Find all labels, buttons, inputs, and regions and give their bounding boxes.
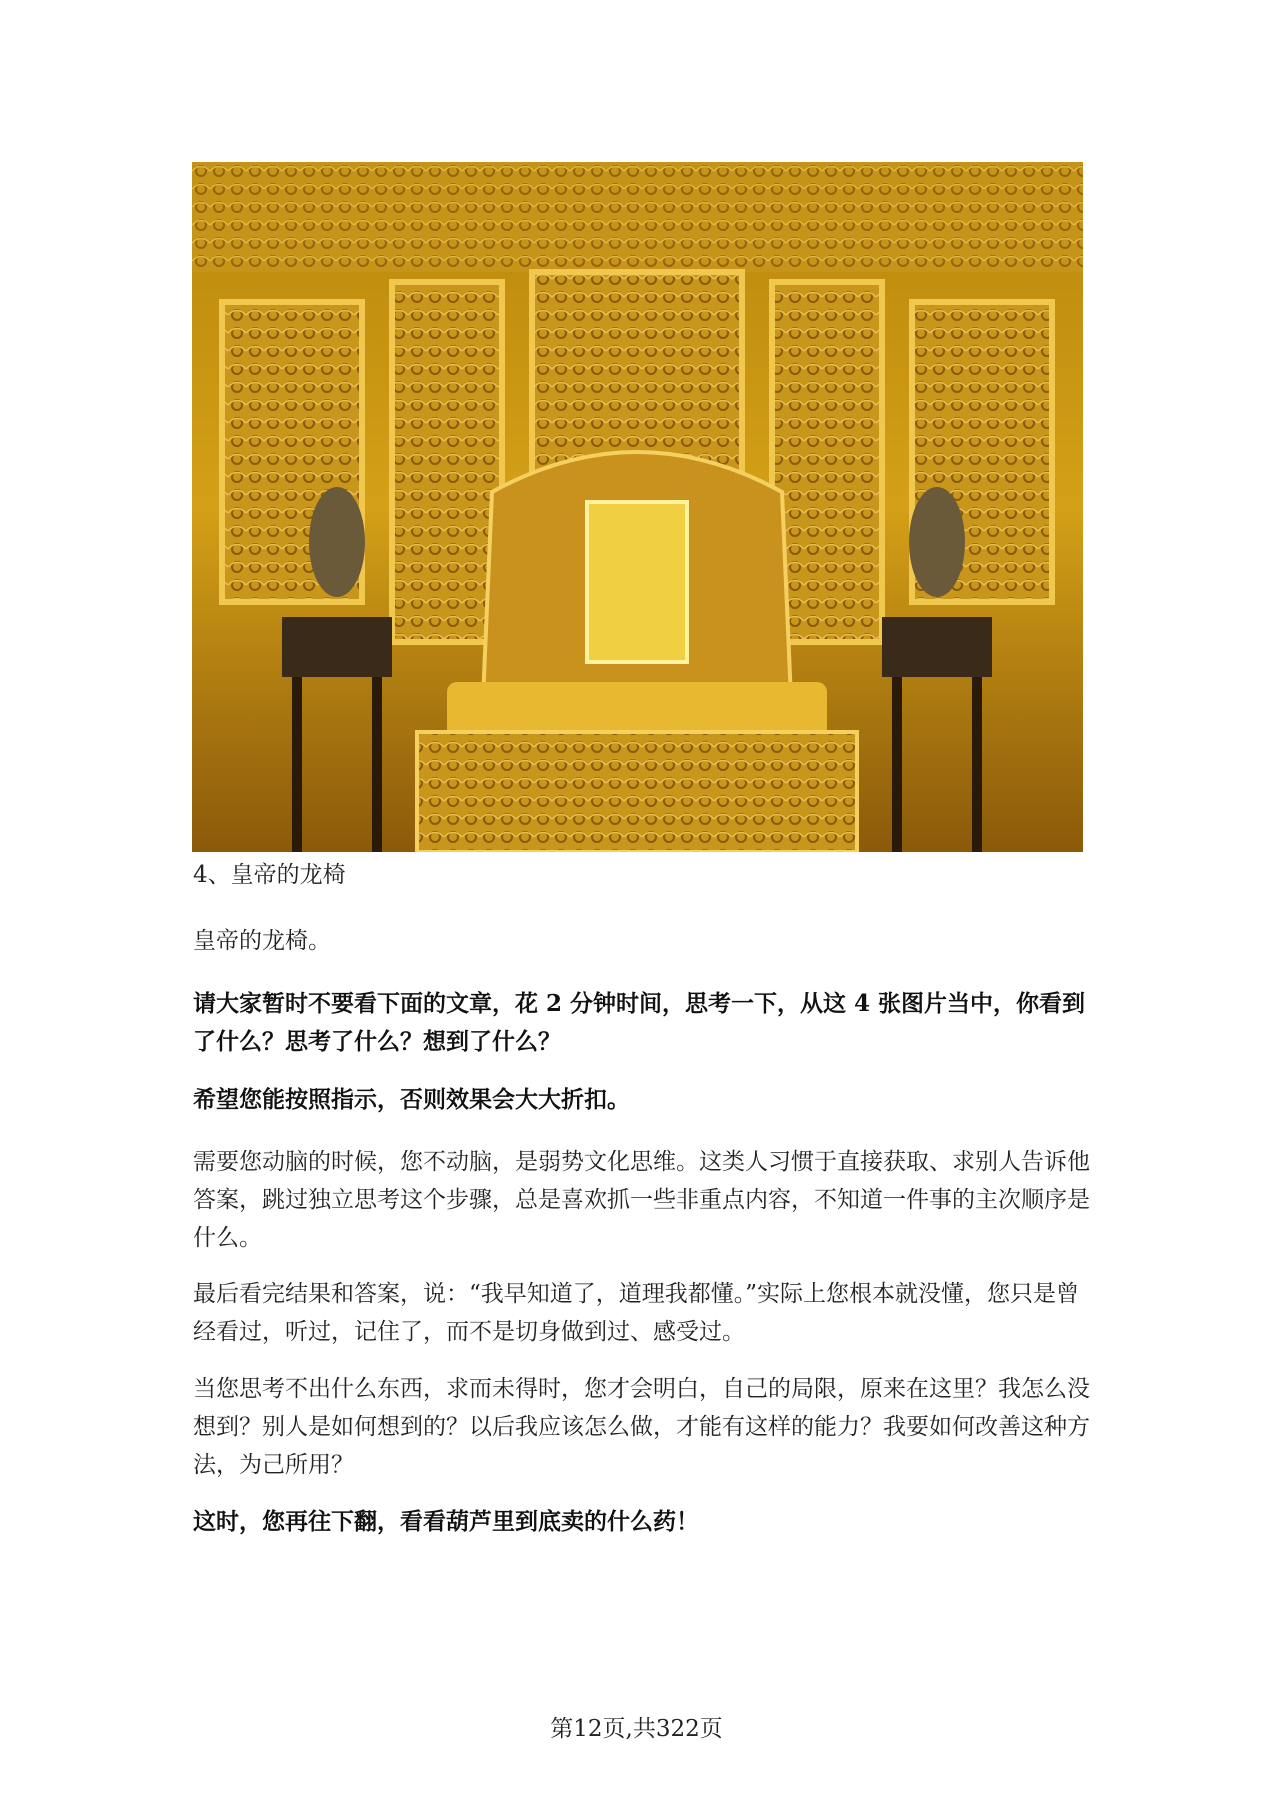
paragraph-weak-culture: 需要您动脑的时候，您不动脑，是弱势文化思维。这类人习惯于直接获取、求别人告诉他答案，跳过独立思考这个步骤，总是喜欢抓一些非重点内容，不知道一件事的主次顺序是什么。 bbox=[193, 1149, 1090, 1251]
paragraph-understanding: 最后看完结果和答案，说：“我早知道了，道理我都懂。”实际上您根本就没懂，您只是曾经看过，听过，记住了，而不是切身做到过、感受过。 bbox=[193, 1281, 1080, 1345]
photo-caption: 4、皇帝的龙椅 bbox=[193, 862, 346, 888]
paragraph-next: 这时，您再往下翻，看看葫芦里到底卖的什么药！ bbox=[193, 1508, 699, 1535]
paragraph-instruction: 请大家暂时不要看下面的文章，花 2 分钟时间，思考一下，从这 4 张图片当中，你看到了什么？思考了什么？想到了什么？ bbox=[193, 990, 1086, 1055]
paragraph-hint: 希望您能按照指示，否则效果会大大折扣。 bbox=[193, 1086, 630, 1113]
paragraph-intro: 皇帝的龙椅。 bbox=[193, 928, 331, 954]
dragon-throne-photo bbox=[192, 162, 1083, 852]
paragraph-limitation: 当您思考不出什么东西，求而未得时，您才会明白，自己的局限，原来在这里？我怎么没想到？别人是如何想到的？以后我应该怎么做，才能有这样的能力？我要如何改善这种方法，为己所用？ bbox=[193, 1376, 1090, 1478]
throne-illustration bbox=[192, 162, 1083, 852]
page-number: 第12页,共322页 bbox=[550, 1716, 723, 1742]
